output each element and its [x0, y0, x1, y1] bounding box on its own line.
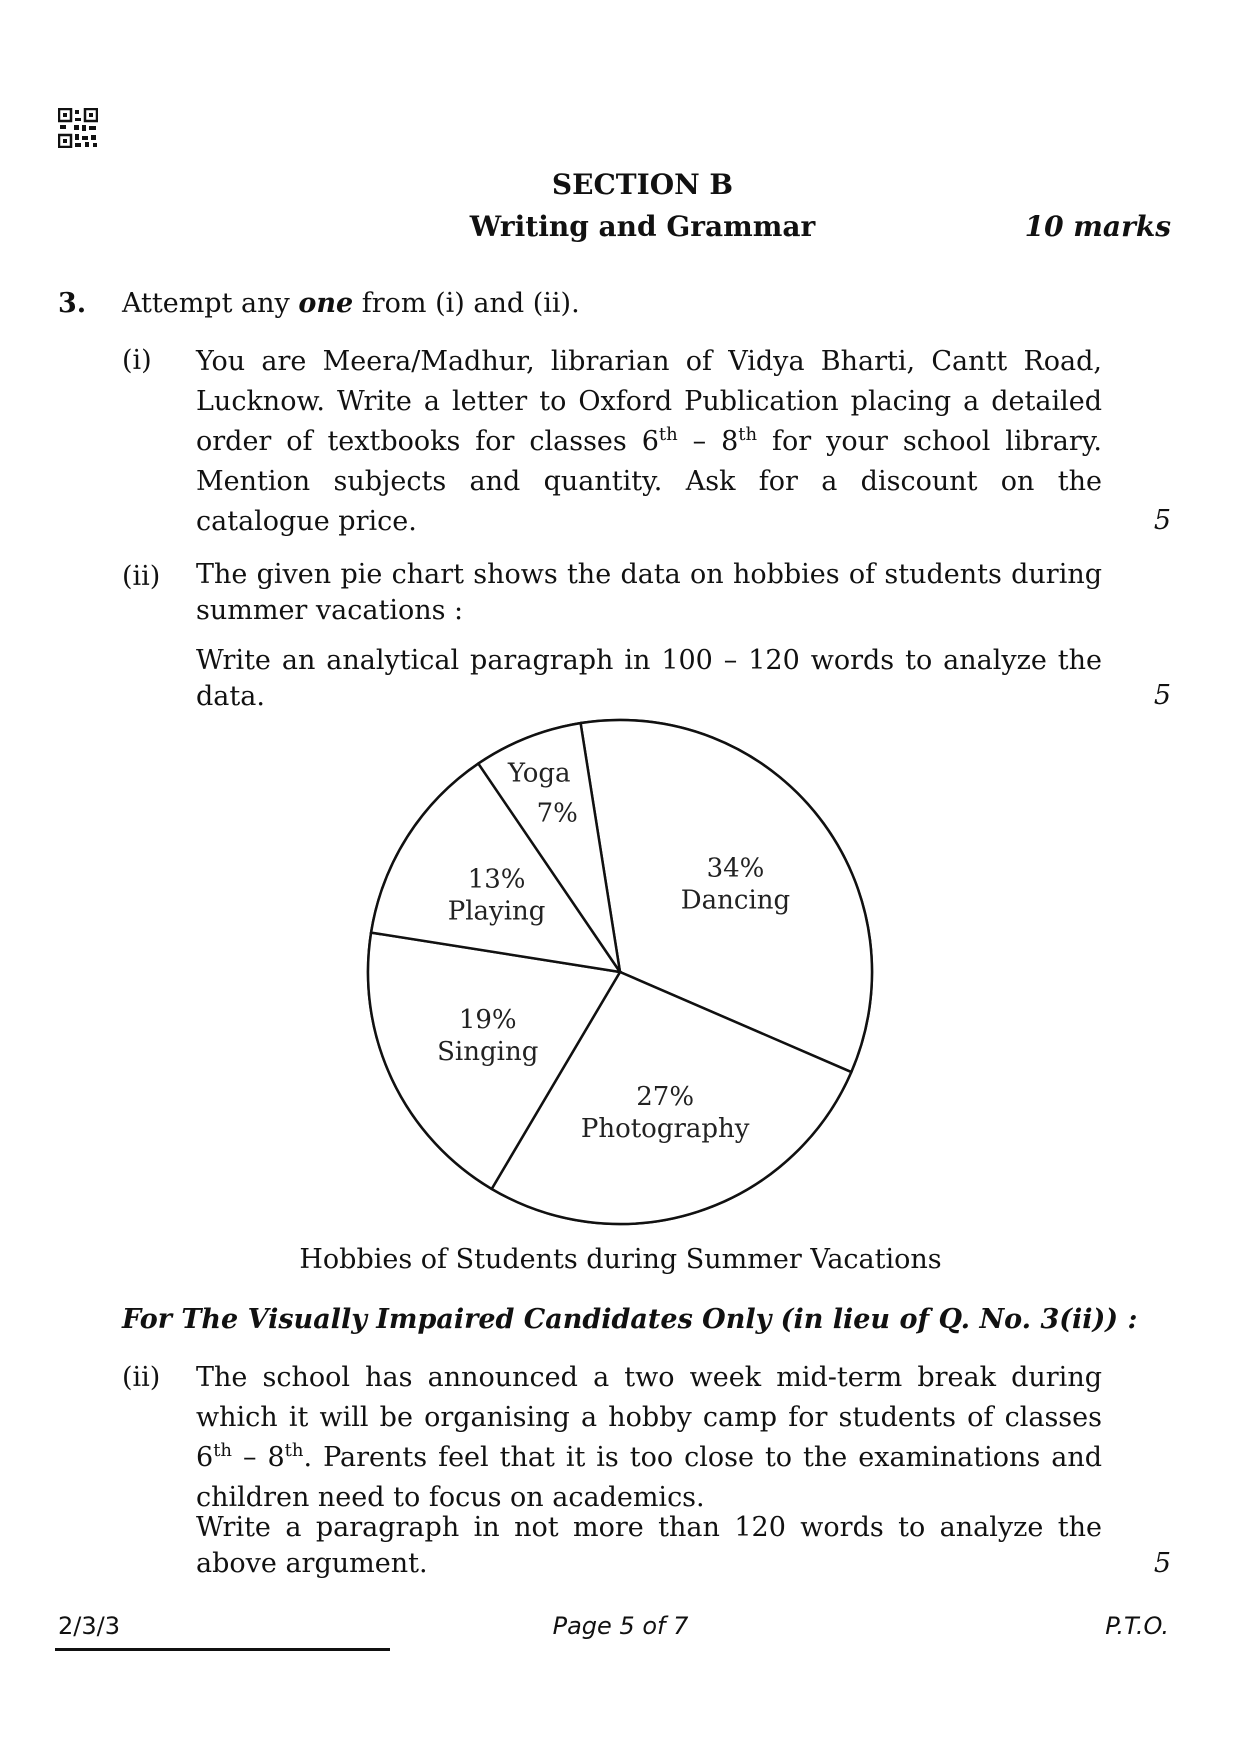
- section-subtitle: Writing and Grammar: [469, 210, 816, 243]
- slice-value-singing: 19%: [458, 1005, 517, 1036]
- vi-instruction: Write a paragraph in not more than 120 words to analyze the above argument.: [196, 1512, 1102, 1579]
- chart-caption: Hobbies of Students during Summer Vacations: [299, 1244, 942, 1275]
- slice-label-yoga: Yoga: [507, 758, 571, 789]
- slice-label-photography: Photography: [580, 1114, 750, 1145]
- visually-impaired-heading: For The Visually Impaired Candidates Only (in lieu of Q. No. 3(ii)) :: [122, 1304, 1138, 1335]
- slice-value-yoga: 7%: [536, 798, 578, 829]
- footer-rule: [55, 1648, 390, 1651]
- slice-value-playing: 13%: [467, 864, 526, 895]
- section-marks: 10 marks: [1024, 210, 1171, 243]
- slice-value-dancing: 34%: [706, 853, 765, 884]
- section-title: SECTION B: [551, 168, 734, 201]
- part-i-marks: 5: [1153, 505, 1171, 536]
- slice-label-playing: Playing: [447, 896, 546, 927]
- slice-label-singing: Singing: [437, 1037, 539, 1068]
- part-ii-instruction: Write an analytical paragraph in 100 – 120 words to analyze the data.: [196, 645, 1102, 712]
- part-ii-marks: 5: [1153, 680, 1171, 711]
- paper-code: 2/3/3: [58, 1612, 120, 1640]
- pie-chart: [360, 712, 880, 1232]
- part-i-text: You are Meera/Madhur, librarian of Vidya Bharti, Cantt Road, Lucknow. Write a letter to Oxford Publication placing a detailed order of textbooks for classes 6th – 8th for your school library. Mention subjects and quantity. Ask for a discount on the catalogue price.: [196, 346, 1102, 537]
- vi-marks: 5: [1153, 1548, 1171, 1579]
- emphasis-one: one: [298, 288, 354, 319]
- vi-part-ii-text: The school has announced a two week mid-term break during which it will be organising a hobby camp for students of classes 6th – 8th. Parents feel that it is too close to the examinations and children need to focus on academics.: [196, 1362, 1102, 1513]
- vi-part-ii-label: (ii): [122, 1362, 161, 1393]
- part-ii-label: (ii): [122, 561, 161, 592]
- slice-value-photography: 27%: [636, 1082, 695, 1113]
- pto-label: P.T.O.: [1105, 1612, 1169, 1640]
- slice-label-dancing: Dancing: [680, 885, 791, 916]
- part-ii-text: The given pie chart shows the data on hobbies of students during summer vacations :: [196, 559, 1102, 626]
- question-number: 3.: [58, 288, 87, 319]
- qr-code-icon: [58, 108, 98, 148]
- part-i-label: (i): [122, 345, 152, 376]
- question-instruction: Attempt any one from (i) and (ii).: [122, 288, 580, 319]
- page-number: Page 5 of 7: [552, 1612, 689, 1640]
